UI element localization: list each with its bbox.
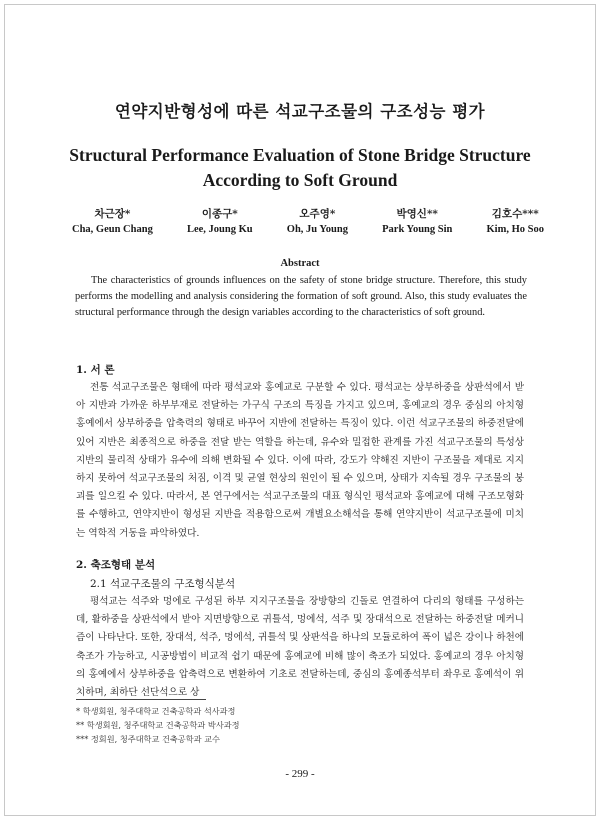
section-1-body: 전통 석교구조물은 형태에 따라 평석교와 홍예교로 구분할 수 있다. 평석교는 상부하중을 상판석에서 받아 지반과 가까운 하부부재로 전달하는 가구식 구조의 특징을 가지고 있으며, 홍예교의 경우 중심의 아치형 홍예에서 상부하중을 압축력의 형태로 바꾸어 지반에 전달하는 특징이 있다. 이런 석교구조물의 하중전달에 있어 지반은 최종적으로 하중을 전달 받는 역할을 하는데, 유수와 밀접한 관계를 가진 석교구조물의 특성상 지반의 물리적 상태가 유수에 의해 변화될 수 있다. 이에 따라, 강도가 약해진 지반이 구조물을 제대로 지지하지 못하여 석교구조물의 처짐, 이격 및 균열 현상의 원인이 될 수 있으며, 상태가 지속될 경우 구조물의 붕괴를 일으킬 수 있다. 따라서, 본 연구에서는 석교구조물의 대표 형식인 평석교와 홍예교에 대해 구조모형화를 수행하고, 연약지반이 형성된 지반을 적용함으로써 개별요소해석을 통해 연약지반이 석교구조물에 미치는 역학적 거동을 파악하였다.: [76, 382, 524, 539]
section-2-heading: 2. 축조형태 분석: [76, 559, 156, 571]
author-name-korean: 이종구*: [201, 208, 238, 220]
abstract-text: The characteristics of grounds influences on the safety of stone bridge structure. Therefore, this study performs the modelling and analysis considering the formation of soft ground. Also, this study evaluates the structural performance through the design variables according to the characteristics of soft ground.: [75, 275, 527, 318]
section-1-heading: 1. 서 론: [76, 364, 115, 376]
footnotes: [76, 704, 240, 746]
footnote: *** 정회원, 청주대학교 건축공학과 교수: [76, 734, 220, 744]
author-name-korean: 박영신**: [396, 208, 438, 220]
footnote-divider: [76, 699, 206, 700]
author-list: [72, 207, 544, 237]
author-name-korean: 김호수***: [491, 208, 539, 220]
abstract-heading: Abstract: [280, 258, 320, 269]
author-name-korean: 차근장*: [94, 208, 131, 220]
footnote: ** 학생회원, 청주대학교 건축공학과 박사과정: [76, 720, 240, 730]
author-name-english: Park Young Sin: [382, 224, 453, 235]
page-number: - 299 -: [285, 768, 315, 780]
author: [72, 207, 153, 237]
section-2-body: 평석교는 석주와 멍에로 구성된 하부 지지구조물을 장방향의 긴돌로 연결하여 다리의 형태를 구성하는데, 활하중을 상판석에서 받아 지면방향으로 귀틀석, 멍에석, 석주 및 장대석으로 전달하는 하중전달 메커니즘이 나타난다. 또한, 장대석, 석주, 멍에석, 귀틀석 및 상판석을 하나의 모듈로하여 폭이 넓은 강이나 하천에 축조가 가능하고, 시공방법이 비교적 쉽기 때문에 홍예교에 비해 많이 축조가 되었다. 홍예교의 경우 아치형의 홍예에서 상부하중을 압축력으로 변환하여 기초로 전달하는데, 중심의 홍예종석부터 좌우로 홍예석이 위치하며, 최하단 선단석으로 상: [76, 596, 524, 699]
korean-title: 연약지반형성에 따른 석교구조물의 구조성능 평가: [114, 102, 486, 121]
subsection-2-1-heading: 2.1 석교구조물의 구조형식분석: [90, 578, 236, 590]
author: [487, 207, 544, 237]
english-title-line-1: Structural Performance Evaluation of Stone Bridge Structure: [69, 145, 531, 165]
author: [382, 207, 452, 237]
author: [187, 207, 253, 237]
author: [287, 207, 348, 237]
author-name-english: Lee, Joung Ku: [186, 224, 253, 235]
english-title: [0, 143, 600, 193]
author-name-english: Oh, Ju Young: [286, 224, 348, 235]
footnote: * 학생회원, 청주대학교 건축공학과 석사과정: [76, 706, 236, 716]
english-title-line-2: According to Soft Ground: [202, 170, 398, 190]
author-name-english: Kim, Ho Soo: [486, 224, 544, 235]
author-name-english: Cha, Geun Chang: [72, 224, 153, 235]
author-name-korean: 오주영*: [299, 208, 336, 220]
